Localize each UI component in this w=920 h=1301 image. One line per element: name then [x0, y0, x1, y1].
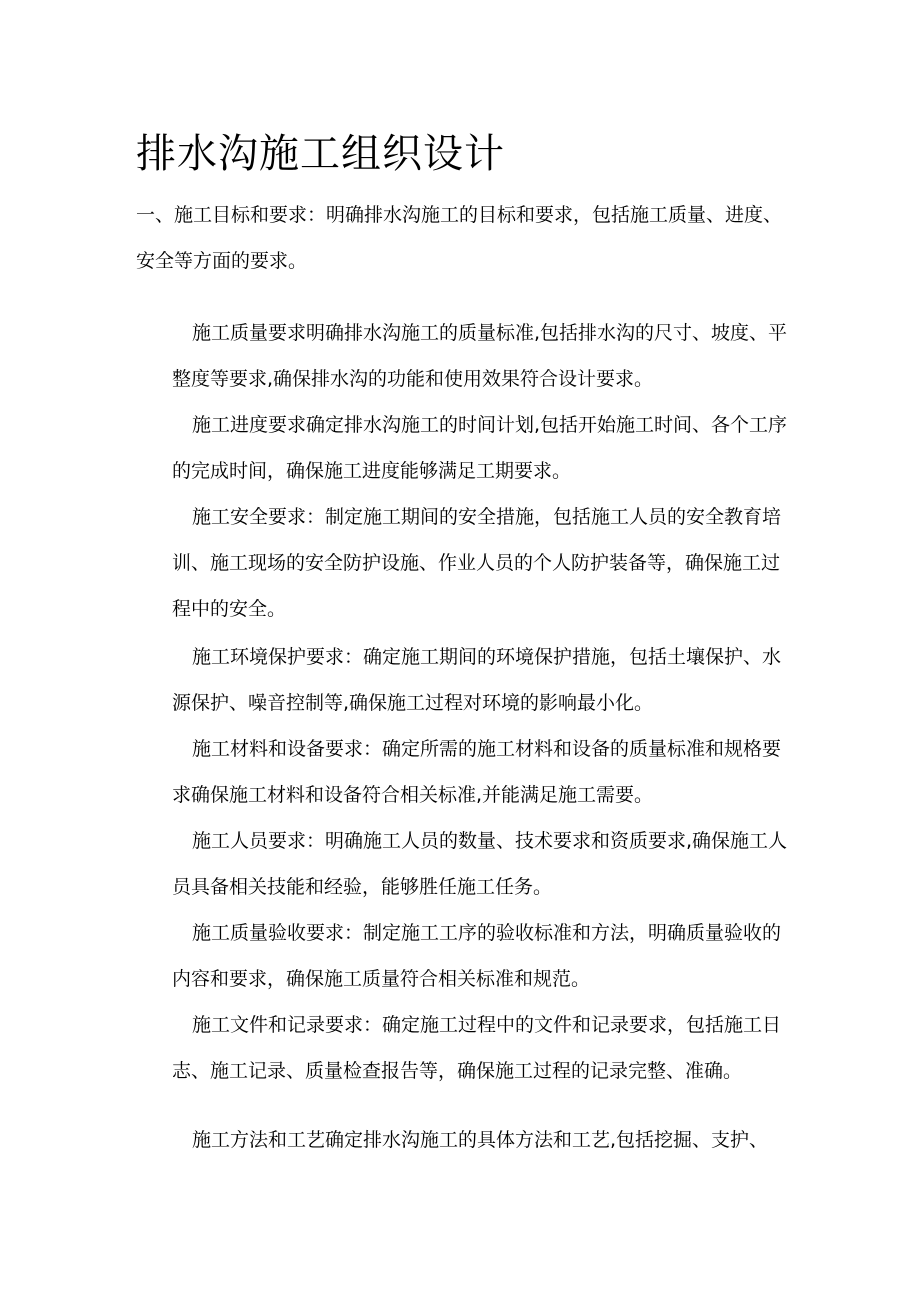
paragraph-safety: 施工安全要求：制定施工期间的安全措施，包括施工人员的安全教育培训、施工现场的安全防护设施、作业人员的个人防护装备等，确保施工过程中的安全。 [172, 506, 782, 620]
paragraph-environment: 施工环境保护要求：确定施工期间的环境保护措施，包括土壤保护、水源保护、噪音控制等,确保施工过程对环境的影响最小化。 [172, 646, 782, 714]
paragraph-records: 施工文件和记录要求：确定施工过程中的文件和记录要求，包括施工日志、施工记录、质量检查报告等，确保施工过程的记录完整、准确。 [172, 1014, 782, 1082]
paragraph-acceptance: 施工质量验收要求：制定施工工序的验收标准和方法，明确质量验收的内容和要求，确保施工质量符合相关标准和规范。 [172, 922, 782, 990]
paragraph-schedule: 施工进度要求确定排水沟施工的时间计划,包括开始施工时间、各个工序的完成时间，确保施工进度能够满足工期要求。 [172, 414, 788, 482]
paragraph-methods: 施工方法和工艺确定排水沟施工的具体方法和工艺,包括挖掘、支护、 [192, 1129, 769, 1151]
paragraph-materials: 施工材料和设备要求：确定所需的施工材料和设备的质量标准和规格要求确保施工材料和设备符合相关标准,并能满足施工需要。 [172, 738, 782, 806]
intro-paragraph: 一、施工目标和要求：明确排水沟施工的目标和要求，包括施工质量、进度、安全等方面的要求。 [136, 204, 783, 272]
document-title: 排水沟施工组织设计 [136, 131, 505, 177]
paragraph-quality: 施工质量要求明确排水沟施工的质量标准,包括排水沟的尺寸、坡度、平整度等要求,确保排水沟的功能和使用效果符合设计要求。 [172, 322, 788, 390]
paragraph-personnel: 施工人员要求：明确施工人员的数量、技术要求和资质要求,确保施工人员具备相关技能和经验，能够胜任施工任务。 [172, 830, 788, 898]
